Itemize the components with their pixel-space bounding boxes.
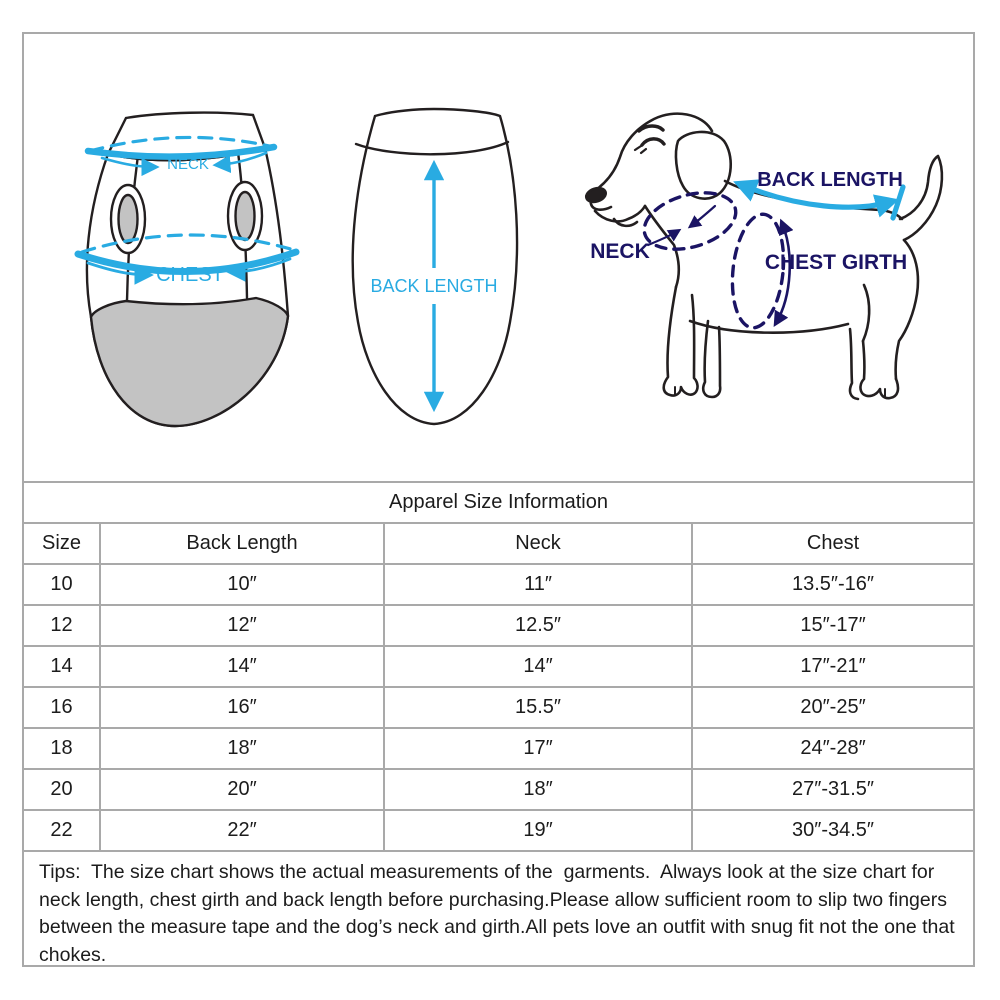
cell-chest: 30″-34.5″: [692, 810, 973, 851]
size-table-title-row: [24, 482, 973, 523]
garment-front-diagram: [42, 92, 312, 447]
cell-size: 22: [24, 810, 100, 851]
chest-label: CHEST: [156, 264, 224, 286]
table-row: [24, 769, 973, 810]
table-row: [24, 646, 973, 687]
cell-size: 18: [24, 728, 100, 769]
dog-chest-girth-label: CHEST GIRTH: [764, 251, 908, 274]
cell-chest: 24″-28″: [692, 728, 973, 769]
dog-neck-label: NECK: [590, 240, 650, 263]
cell-chest: 15″-17″: [692, 605, 973, 646]
table-row: [24, 605, 973, 646]
outer-frame: [22, 32, 975, 967]
cell-neck: 17″: [384, 728, 692, 769]
cell-neck: 14″: [384, 646, 692, 687]
column-header-chest: Chest: [692, 523, 973, 564]
cell-size: 20: [24, 769, 100, 810]
cell-chest: 13.5″-16″: [692, 564, 973, 605]
cell-neck: 19″: [384, 810, 692, 851]
table-row: [24, 728, 973, 769]
cell-back-length: 12″: [100, 605, 384, 646]
dog-measurement-diagram: [562, 89, 982, 434]
size-table: [24, 481, 973, 852]
back-length-label: BACK LENGTH: [370, 276, 498, 296]
measurement-diagrams: [24, 34, 973, 481]
cell-chest: 27″-31.5″: [692, 769, 973, 810]
cell-chest: 20″-25″: [692, 687, 973, 728]
dog-back-length-label: BACK LENGTH: [757, 169, 903, 191]
cell-chest: 17″-21″: [692, 646, 973, 687]
garment-back-diagram: [332, 92, 552, 452]
table-row: [24, 564, 973, 605]
tips-paragraph: Tips: The size chart shows the actual measurements of the garments. Always look at the size chart for neck length, chest girth and back length before purchasing.Please allow sufficient room to slip two fingers between the measure tape and the dog’s neck and girth.All pets love an outfit with snug fit not the one that chokes.: [39, 861, 961, 967]
cell-back-length: 10″: [100, 564, 384, 605]
cell-neck: 18″: [384, 769, 692, 810]
size-table-header-row: [24, 523, 973, 564]
cell-size: 16: [24, 687, 100, 728]
size-table-title: Apparel Size Information: [24, 482, 973, 523]
column-header-size: Size: [24, 523, 100, 564]
cell-neck: 12.5″: [384, 605, 692, 646]
cell-back-length: 16″: [100, 687, 384, 728]
column-header-back-length: Back Length: [100, 523, 384, 564]
cell-neck: 15.5″: [384, 687, 692, 728]
cell-size: 12: [24, 605, 100, 646]
cell-size: 10: [24, 564, 100, 605]
column-header-neck: Neck: [384, 523, 692, 564]
table-row: [24, 687, 973, 728]
cell-back-length: 14″: [100, 646, 384, 687]
cell-back-length: 18″: [100, 728, 384, 769]
cell-size: 14: [24, 646, 100, 687]
cell-neck: 11″: [384, 564, 692, 605]
cell-back-length: 20″: [100, 769, 384, 810]
neck-label: NECK: [167, 156, 209, 173]
table-row: [24, 810, 973, 851]
cell-back-length: 22″: [100, 810, 384, 851]
